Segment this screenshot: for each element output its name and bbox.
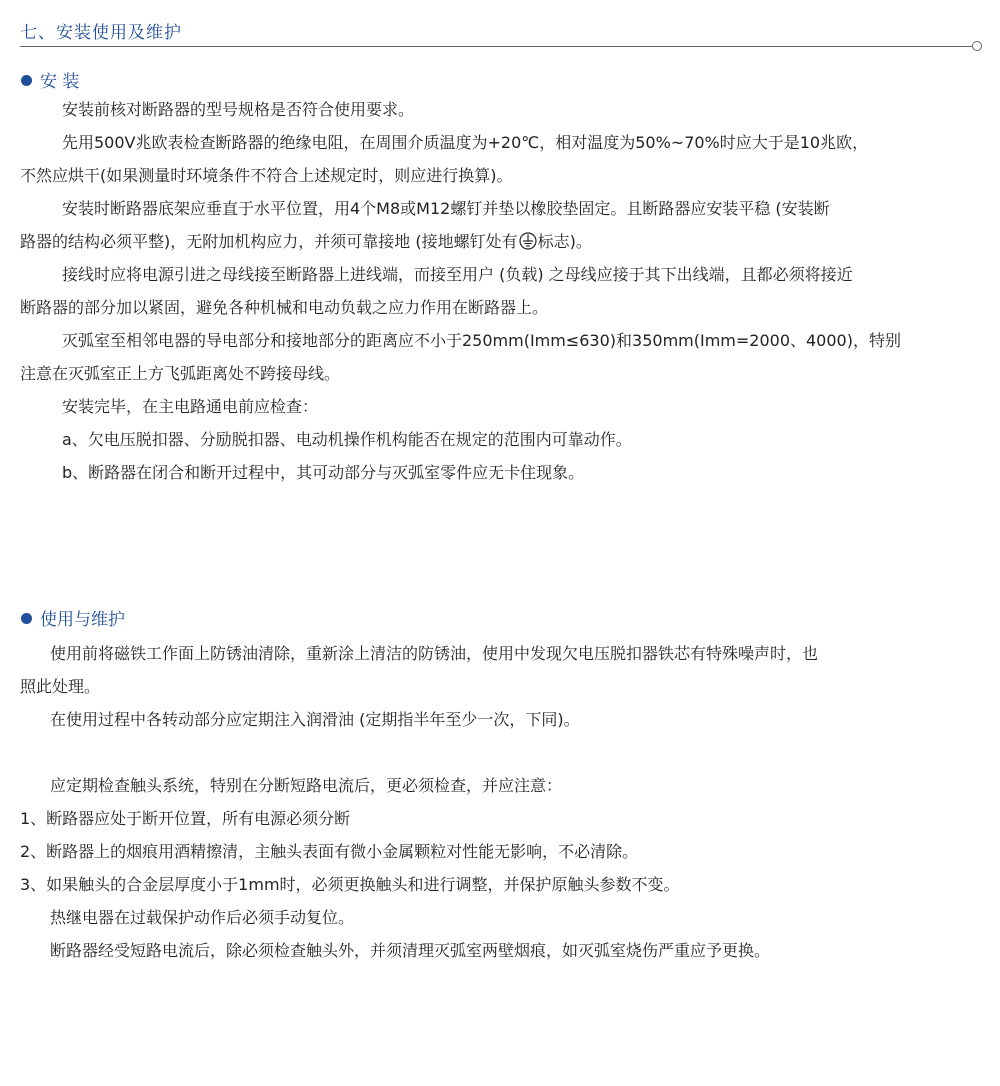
section-title: 七、安装使用及维护 xyxy=(20,23,182,43)
maintain-item-2: 2、断路器上的烟痕用酒精擦清，主触头表面有微小金属颗粒对性能无影响，不必清除。 xyxy=(20,842,639,861)
divider-end-circle xyxy=(972,41,982,51)
maintain-para-4: 热继电器在过载保护动作后必须手动复位。 xyxy=(50,908,355,927)
maintain-item-3: 3、如果触头的合金层厚度小于1mm时，必须更换触头和进行调整，并保护原触头参数不变。 xyxy=(20,875,680,894)
install-para-2-line-1: 先用500V兆欧表检查断路器的绝缘电阻，在周围介质温度为+20℃，相对温度为50%~70%时应大于是10兆欧， xyxy=(62,133,869,152)
install-para-6: 安装完毕，在主电路通电前应检查： xyxy=(62,397,319,416)
ground-symbol-icon xyxy=(519,228,537,261)
install-item-a: a、欠电压脱扣器、分励脱扣器、电动机操作机构能否在规定的范围内可靠动作。 xyxy=(62,430,632,449)
install-para-3-line-1: 安装时断路器底架应垂直于水平位置，用4个M8或M12螺钉并垫以橡胶垫固定。且断路器应安装平稳 (安装断 xyxy=(62,199,830,218)
install-para-4-line-2: 断路器的部分加以紧固，避免各种机械和电动负载之应力作用在断路器上。 xyxy=(20,298,549,317)
maintain-para-1-line-2: 照此处理。 xyxy=(20,677,101,696)
maintain-para-3: 应定期检查触头系统，特别在分断短路电流后，更必须检查，并应注意： xyxy=(50,776,563,795)
maintain-para-1-line-1: 使用前将磁铁工作面上防锈油清除，重新涂上清洁的防锈油，使用中发现欠电压脱扣器铁芯有特殊噪声时，也 xyxy=(50,644,819,663)
install-para-3-line-2-text: 路器的结构必须平整)，无附加机构应力，并须可靠接地 (接地螺钉处有 xyxy=(20,232,518,251)
install-para-1: 安装前核对断路器的型号规格是否符合使用要求。 xyxy=(62,100,415,119)
maintain-para-5: 断路器经受短路电流后，除必须检查触头外，并须清理灭弧室两壁烟痕，如灭弧室烧伤严重应予更换。 xyxy=(50,941,771,960)
bullet-dot-icon xyxy=(21,75,32,86)
install-heading xyxy=(21,67,79,92)
install-para-2-line-2: 不然应烘干(如果测量时环境条件不符合上述规定时，则应进行换算)。 xyxy=(20,166,513,185)
bullet-dot-icon xyxy=(21,613,32,624)
install-para-5-line-2: 注意在灭弧室正上方飞弧距离处不跨接母线。 xyxy=(20,364,341,383)
install-para-3-line-2-end: 标志)。 xyxy=(537,232,592,251)
maintain-item-1: 1、断路器应处于断开位置，所有电源必须分断 xyxy=(20,809,351,828)
title-divider xyxy=(20,46,972,47)
maintain-heading-text: 使用与维护 xyxy=(40,610,125,630)
install-para-4-line-1: 接线时应将电源引进之母线接至断路器上进线端，而接至用户 (负载) 之母线应接于其下出线端，且都必须将接近 xyxy=(62,265,853,284)
maintain-para-2: 在使用过程中各转动部分应定期注入润滑油 (定期指半年至少一次，下同)。 xyxy=(50,710,580,729)
maintain-heading xyxy=(21,605,125,630)
install-item-b: b、断路器在闭合和断开过程中，其可动部分与灭弧室零件应无卡住现象。 xyxy=(62,463,585,482)
install-heading-text: 安 装 xyxy=(40,72,80,92)
install-para-3-line-2 xyxy=(20,225,592,261)
install-para-5-line-1: 灭弧室至相邻电器的导电部分和接地部分的距离应不小于250mm(Imm≤630)和350mm(Imm=2000、4000)，特别 xyxy=(62,331,901,350)
